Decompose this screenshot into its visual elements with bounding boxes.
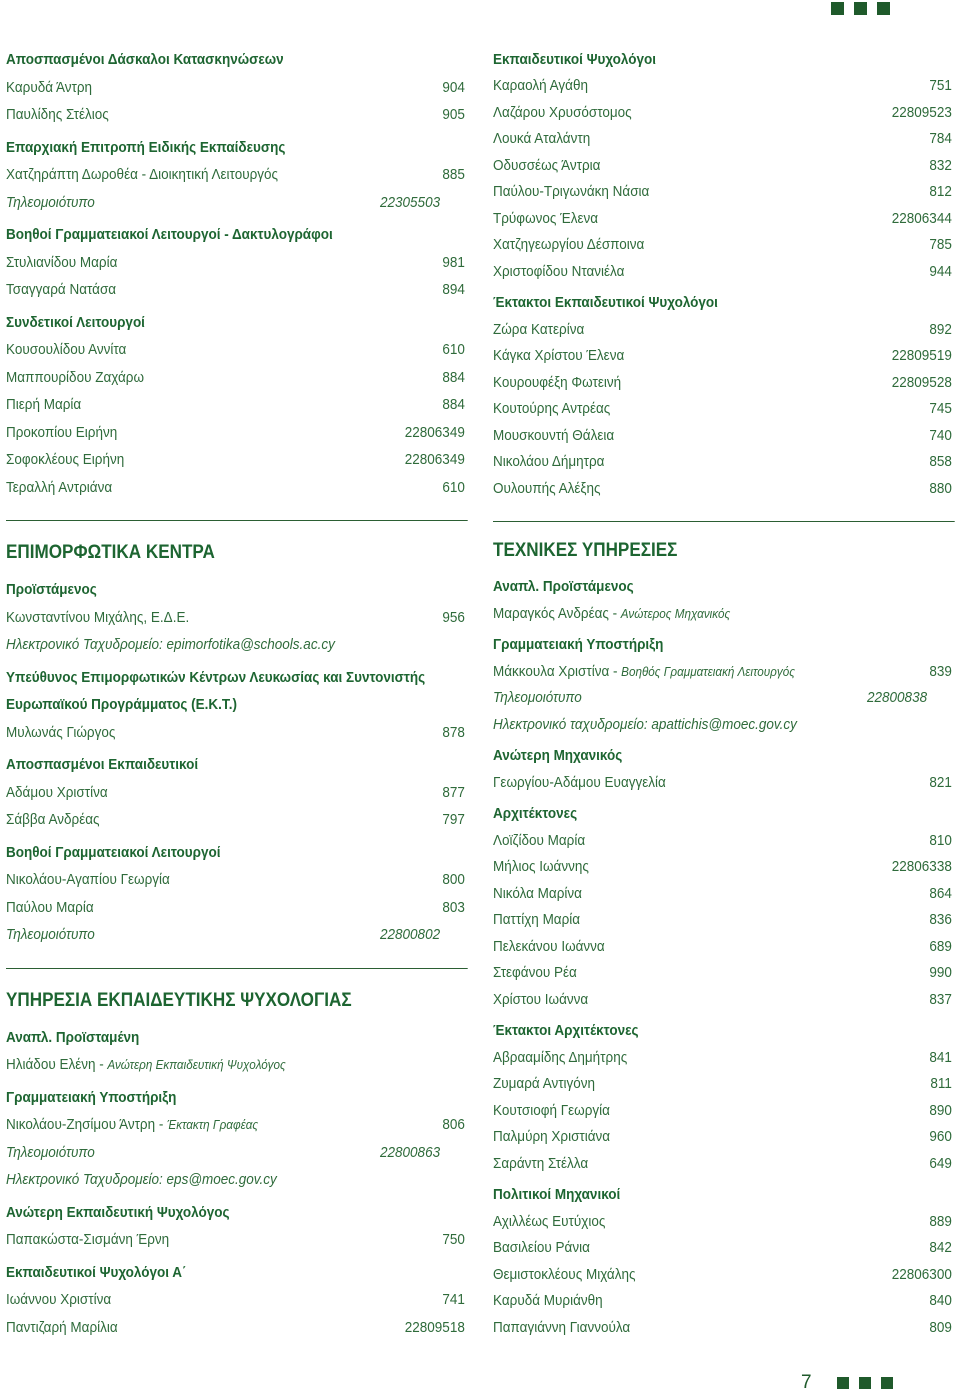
entry-name-group xyxy=(493,396,610,423)
directory-entry xyxy=(6,161,468,189)
group-heading: Προϊστάμενος xyxy=(6,581,97,599)
staff-name: Νικολάου-Ζησίμου Άντρη - xyxy=(6,1116,164,1134)
entry-name-group xyxy=(6,1051,286,1079)
entry-name-group xyxy=(6,74,92,102)
section-divider xyxy=(6,520,468,521)
entry-name-group xyxy=(6,161,278,189)
staff-name: Παττίχη Μαρία xyxy=(493,911,581,929)
directory-entry xyxy=(493,828,955,855)
staff-name: Τσαγγαρά Νατάσα xyxy=(6,281,117,299)
entry-name-group xyxy=(6,276,116,304)
phone-number: 22806338 xyxy=(891,858,952,876)
phone-number: 832 xyxy=(929,156,952,174)
staff-name: Μάκκουλα Χριστίνα - xyxy=(493,662,618,680)
entry-name-group xyxy=(493,960,577,987)
entry-name-group xyxy=(493,476,600,503)
directory-entry xyxy=(6,866,468,894)
staff-name: Στεφάνου Ρέα xyxy=(493,964,577,982)
entry-name-group xyxy=(493,1045,627,1072)
entry-name-group xyxy=(493,423,614,450)
directory-entry xyxy=(493,179,955,206)
phone-number: 990 xyxy=(929,964,952,982)
staff-name: Πιερή Μαρία xyxy=(6,396,82,414)
entry-name-group xyxy=(493,232,644,259)
directory-entry xyxy=(6,719,468,747)
decor-square xyxy=(877,2,890,15)
entry-name-group xyxy=(493,259,624,286)
entry-name-group xyxy=(493,1151,588,1178)
email-line: Ηλεκτρονικό Ταχυδρομείο: epimorfotika@schools.ac.cy xyxy=(6,636,335,654)
staff-name: Χατζηγεωργίου Δέσποινα xyxy=(493,236,645,254)
directory-entry xyxy=(6,1051,468,1079)
entry-name-group xyxy=(493,206,598,233)
phone-number: 22806344 xyxy=(891,209,952,227)
staff-name: Καρυδά Μυριάνθη xyxy=(493,1292,603,1310)
directory-entry xyxy=(493,370,955,397)
directory-entry xyxy=(493,987,955,1014)
phone-number: 740 xyxy=(929,426,952,444)
staff-name: Λοϊζίδου Μαρία xyxy=(493,831,586,849)
fax-label: Τηλεομοιότυπο xyxy=(6,193,95,211)
directory-entry xyxy=(493,396,955,423)
phone-number: 889 xyxy=(929,1212,952,1230)
staff-name: Χατζηράπτη Δωροθέα - Διοικητική Λειτουργός xyxy=(6,166,279,184)
directory-entry xyxy=(493,126,955,153)
entry-name-group xyxy=(493,100,632,127)
phone-number: 905 xyxy=(442,106,465,124)
phone-number: 840 xyxy=(929,1292,952,1310)
staff-name: Ηλιάδου Ελένη - xyxy=(6,1056,104,1074)
staff-name: Οδυσσέως Άντρια xyxy=(493,156,601,174)
directory-entry xyxy=(6,364,468,392)
directory-entry xyxy=(493,770,955,797)
entry-name-group xyxy=(493,1315,630,1342)
entry-name-group xyxy=(493,770,666,797)
fax-number: 22800863 xyxy=(380,1143,441,1161)
phone-number: 803 xyxy=(442,898,465,916)
entry-name-group xyxy=(493,987,588,1014)
decor-square xyxy=(854,2,867,15)
phone-number: 797 xyxy=(442,811,465,829)
staff-name: Ζώρα Κατερίνα xyxy=(493,320,585,338)
directory-entry xyxy=(493,1045,955,1072)
staff-name: Προκοπίου Ειρήνη xyxy=(6,423,118,441)
phone-number: 22809518 xyxy=(404,1318,465,1336)
phone-number: 751 xyxy=(929,77,952,95)
staff-name: Παπαγιάννη Γιαννούλα xyxy=(493,1318,631,1336)
phone-number: 689 xyxy=(929,937,952,955)
staff-name: Παύλου-Τριγωνάκη Νάσια xyxy=(493,183,650,201)
staff-name: Χριστοφίδου Ντανιέλα xyxy=(493,262,625,280)
group-heading: Αποσπασμένοι Δάσκαλοι Κατασκηνώσεων xyxy=(6,51,284,69)
staff-name: Αχιλλέως Ευτύχιος xyxy=(493,1212,606,1230)
entry-name-group xyxy=(493,343,624,370)
entry-name-group xyxy=(6,604,189,632)
phone-number: 880 xyxy=(929,479,952,497)
phone-number: 812 xyxy=(929,183,952,201)
phone-number: 785 xyxy=(929,236,952,254)
directory-entry xyxy=(493,601,955,628)
phone-number: 885 xyxy=(442,166,465,184)
directory-entry xyxy=(6,249,468,277)
entry-name-group xyxy=(6,806,100,834)
directory-entry xyxy=(6,276,468,304)
staff-name: Νικολάου Δήμητρα xyxy=(493,453,605,471)
staff-name: Καραολή Αγάθη xyxy=(493,77,588,95)
directory-entry xyxy=(493,343,955,370)
group-heading: Συνδετικοί Λειτουργοί xyxy=(6,313,145,331)
staff-name: Αβρααμίδης Δημήτρης xyxy=(493,1048,628,1066)
staff-name: Ουλουπής Αλέξης xyxy=(493,479,601,497)
entry-name-group xyxy=(6,249,117,277)
email-line: Ηλεκτρονικό ταχυδρομείο: apattichis@moec.gov.cy xyxy=(493,715,797,733)
staff-name: Λουκά Αταλάντη xyxy=(493,130,591,148)
group-heading: Επαρχιακή Επιτροπή Ειδικής Εκπαίδευσης xyxy=(6,138,286,156)
fax-label: Τηλεομοιότυπο xyxy=(6,926,95,944)
phone-number: 22809523 xyxy=(891,103,952,121)
group-heading-continued: Ευρωπαϊκού Προγράμματος (Ε.Κ.Τ.) xyxy=(6,696,237,714)
group-heading: Αποσπασμένοι Εκπαιδευτικοί xyxy=(6,756,199,774)
phone-number: 750 xyxy=(442,1231,465,1249)
staff-name: Πελεκάνου Ιωάννα xyxy=(493,937,605,955)
staff-name: Παπακώστα-Σισμάνη Έρνη xyxy=(6,1231,170,1249)
decor-square xyxy=(837,1377,849,1389)
group-heading: Ανώτερη Εκπαιδευτική Ψυχολόγος xyxy=(6,1203,230,1221)
directory-entry xyxy=(493,1098,955,1125)
directory-entry xyxy=(493,232,955,259)
directory-entry xyxy=(493,449,955,476)
entry-name-group xyxy=(493,1071,595,1098)
group-heading: Έκτακτοι Εκπαιδευτικοί Ψυχολόγοι xyxy=(493,294,718,312)
phone-number: 944 xyxy=(929,262,952,280)
decor-square xyxy=(881,1377,893,1389)
directory-entry xyxy=(6,391,468,419)
entry-name-group xyxy=(493,601,730,628)
staff-name: Καρυδά Άντρη xyxy=(6,78,93,96)
directory-entry xyxy=(493,153,955,180)
group-heading: Εκπαιδευτικοί Ψυχολόγοι Α΄ xyxy=(6,1263,187,1281)
staff-name: Στυλιανίδου Μαρία xyxy=(6,253,118,271)
directory-entry xyxy=(493,1071,955,1098)
entry-name-group xyxy=(493,934,605,961)
fax-line xyxy=(6,1139,468,1167)
phone-number: 810 xyxy=(929,831,952,849)
staff-name: Μουσκουντή Θάλεια xyxy=(493,426,615,444)
entry-name-group xyxy=(493,881,582,908)
phone-number: 741 xyxy=(442,1291,465,1309)
staff-name: Σοφοκλέους Ειρήνη xyxy=(6,451,125,469)
left-column xyxy=(6,46,468,1341)
directory-entry xyxy=(6,1314,468,1342)
staff-name: Κουτσιοφή Γεωργία xyxy=(493,1101,610,1119)
section-heading: ΥΠΗΡΕΣΙΑ ΕΚΠΑΙΔΕΥΤΙΚΗΣ ΨΥΧΟΛΟΓΙΑΣ xyxy=(6,989,352,1011)
entry-name-group xyxy=(493,1124,610,1151)
phone-number: 878 xyxy=(442,723,465,741)
entry-name-group xyxy=(493,153,600,180)
entry-name-group xyxy=(493,317,584,344)
directory-entry xyxy=(6,74,468,102)
directory-entry xyxy=(6,446,468,474)
directory-entry xyxy=(6,1111,468,1139)
phone-number: 821 xyxy=(929,773,952,791)
directory-entry xyxy=(6,101,468,129)
directory-entry xyxy=(493,960,955,987)
decor-square xyxy=(831,2,844,15)
directory-entry xyxy=(493,1151,955,1178)
phone-number: 800 xyxy=(442,871,465,889)
entry-name-group xyxy=(6,336,126,364)
group-heading: Βοηθοί Γραμματειακοί Λειτουργοί xyxy=(6,843,221,861)
directory-entry xyxy=(6,1226,468,1254)
fax-label: Τηλεομοιότυπο xyxy=(6,1143,95,1161)
directory-entry xyxy=(493,1235,955,1262)
entry-name-group xyxy=(6,1286,111,1314)
phone-number: 864 xyxy=(929,884,952,902)
entry-name-group xyxy=(6,1226,169,1254)
directory-entry xyxy=(493,317,955,344)
entry-name-group xyxy=(493,73,588,100)
staff-name: Μαραγκός Ανδρέας - xyxy=(493,604,618,622)
directory-entry xyxy=(6,336,468,364)
entry-name-group xyxy=(493,1262,635,1289)
entry-name-group xyxy=(493,854,589,881)
directory-entry xyxy=(493,206,955,233)
staff-name: Κωνσταντίνου Μιχάλης, Ε.Δ.Ε. xyxy=(6,608,190,626)
phone-number: 22809528 xyxy=(891,373,952,391)
staff-name: Μήλιος Ιωάννης xyxy=(493,858,589,876)
entry-name-group xyxy=(493,1288,603,1315)
phone-number: 836 xyxy=(929,911,952,929)
entry-name-group xyxy=(493,1098,610,1125)
directory-entry xyxy=(493,934,955,961)
phone-number: 610 xyxy=(442,478,465,496)
page-number: 7 xyxy=(801,1372,812,1393)
fax-number: 22800802 xyxy=(380,926,441,944)
staff-role: Έκτακτη Γραφέας xyxy=(166,1117,259,1133)
staff-name: Κουτούρης Αντρέας xyxy=(493,400,611,418)
directory-entry xyxy=(493,1209,955,1236)
staff-role: Βοηθός Γραμματειακή Λειτουργός xyxy=(621,663,795,679)
entry-name-group xyxy=(6,364,144,392)
staff-name: Νικόλα Μαρίνα xyxy=(493,884,582,902)
directory-entry xyxy=(6,806,468,834)
staff-name: Παυλίδης Στέλιος xyxy=(6,106,109,124)
directory-entry xyxy=(493,1124,955,1151)
phone-number: 960 xyxy=(929,1128,952,1146)
entry-name-group xyxy=(493,1235,590,1262)
phone-number: 904 xyxy=(442,78,465,96)
fax-line xyxy=(6,189,468,217)
entry-name-group xyxy=(493,907,580,934)
directory-entry xyxy=(493,1288,955,1315)
fax-line xyxy=(493,685,955,712)
entry-name-group xyxy=(6,1314,118,1342)
group-heading: Βοηθοί Γραμματειακοί Λειτουργοί - Δακτυλογράφοι xyxy=(6,226,333,244)
staff-name: Παύλου Μαρία xyxy=(6,898,94,916)
staff-name: Θεμιστοκλέους Μιχάλης xyxy=(493,1265,636,1283)
fax-number: 22800838 xyxy=(867,689,928,707)
group-heading: Έκτακτοι Αρχιτέκτονες xyxy=(493,1022,639,1040)
group-heading: Ανώτερη Μηχανικός xyxy=(493,747,623,765)
directory-entry xyxy=(6,779,468,807)
directory-entry xyxy=(493,73,955,100)
phone-number: 649 xyxy=(929,1154,952,1172)
directory-entry xyxy=(493,423,955,450)
entry-name-group xyxy=(6,894,94,922)
fax-number: 22305503 xyxy=(380,193,441,211)
phone-number: 884 xyxy=(442,396,465,414)
section-divider xyxy=(493,521,955,522)
staff-name: Παντιζαρή Μαρίλια xyxy=(6,1318,118,1336)
entry-name-group xyxy=(493,659,795,686)
staff-role: Ανώτερη Εκπαιδευτική Ψυχολόγος xyxy=(107,1057,286,1073)
phone-number: 892 xyxy=(929,320,952,338)
directory-entry xyxy=(493,476,955,503)
staff-name: Βασιλείου Ράνια xyxy=(493,1239,590,1257)
staff-name: Λαζάρου Χρυσόστομος xyxy=(493,103,632,121)
section-heading: ΕΠΙΜΟΡΦΩΤΙΚΑ ΚΕΝΤΡΑ xyxy=(6,542,215,564)
decor-square xyxy=(859,1377,871,1389)
directory-entry xyxy=(493,259,955,286)
entry-name-group xyxy=(493,828,585,855)
entry-name-group xyxy=(6,391,81,419)
phone-number: 22806349 xyxy=(404,451,465,469)
directory-entry xyxy=(493,854,955,881)
directory-entry xyxy=(493,1262,955,1289)
entry-name-group xyxy=(6,101,109,129)
group-heading: Υπεύθυνος Επιμορφωτικών Κέντρων Λευκωσίας και Συντονιστής xyxy=(6,668,426,686)
directory-entry xyxy=(493,100,955,127)
staff-name: Τρύφωνος Έλενα xyxy=(493,209,599,227)
group-heading: Αναπλ. Προϊστάμενος xyxy=(493,578,634,596)
phone-number: 842 xyxy=(929,1239,952,1257)
phone-number: 784 xyxy=(929,130,952,148)
phone-number: 806 xyxy=(442,1116,465,1134)
staff-name: Μαππουρίδου Ζαχάρω xyxy=(6,368,145,386)
entry-name-group xyxy=(493,126,590,153)
staff-name: Γεωργίου-Αδάμου Ευαγγελία xyxy=(493,773,666,791)
directory-entry xyxy=(493,907,955,934)
right-column xyxy=(493,47,955,1342)
directory-entry xyxy=(493,659,955,686)
staff-name: Σάββα Ανδρέας xyxy=(6,811,100,829)
directory-entry xyxy=(6,419,468,447)
directory-entry xyxy=(6,604,468,632)
fax-line xyxy=(6,921,468,949)
fax-label: Τηλεομοιότυπο xyxy=(493,689,582,707)
phone-number: 890 xyxy=(929,1101,952,1119)
staff-name: Κάγκα Χρίστου Έλενα xyxy=(493,347,625,365)
group-heading: Γραμματειακή Υποστήριξη xyxy=(6,1088,177,1106)
directory-entry xyxy=(493,1315,955,1342)
phone-number: 22806300 xyxy=(891,1265,952,1283)
phone-number: 877 xyxy=(442,783,465,801)
staff-name: Τεραλλή Αντριάνα xyxy=(6,478,113,496)
entry-name-group xyxy=(6,446,124,474)
phone-number: 610 xyxy=(442,341,465,359)
phone-number: 837 xyxy=(929,990,952,1008)
staff-name: Κουσουλίδου Αννίτα xyxy=(6,341,127,359)
entry-name-group xyxy=(6,719,115,747)
entry-name-group xyxy=(493,449,604,476)
section-divider xyxy=(6,968,468,969)
directory-entry xyxy=(6,894,468,922)
phone-number: 22806349 xyxy=(404,423,465,441)
email-line: Ηλεκτρονικό Ταχυδρομείο: eps@moec.gov.cy xyxy=(6,1171,277,1189)
phone-number: 811 xyxy=(930,1075,952,1093)
staff-name: Παλμύρη Χριστιάνα xyxy=(493,1128,611,1146)
section-heading: ΤΕΧΝΙΚΕΣ ΥΠΗΡΕΣΙΕΣ xyxy=(493,540,678,562)
group-heading: Εκπαιδευτικοί Ψυχολόγοι xyxy=(493,50,657,68)
directory-entry xyxy=(6,1286,468,1314)
staff-name: Αδάμου Χριστίνα xyxy=(6,783,108,801)
phone-number: 745 xyxy=(929,400,952,418)
entry-name-group xyxy=(493,1209,605,1236)
directory-entry xyxy=(493,881,955,908)
staff-name: Ζυμαρά Αντιγόνη xyxy=(493,1075,596,1093)
phone-number: 809 xyxy=(929,1318,952,1336)
entry-name-group xyxy=(6,1111,258,1139)
staff-name: Νικολάου-Αγαπίου Γεωργία xyxy=(6,871,170,889)
directory-entry xyxy=(6,474,468,502)
group-heading: Πολιτικοί Μηχανικοί xyxy=(493,1186,621,1204)
phone-number: 841 xyxy=(929,1048,952,1066)
phone-number: 884 xyxy=(442,368,465,386)
phone-number: 858 xyxy=(929,453,952,471)
staff-name: Μυλωνάς Γιώργος xyxy=(6,723,116,741)
entry-name-group xyxy=(6,866,170,894)
entry-name-group xyxy=(493,179,649,206)
staff-name: Σαράντη Στέλλα xyxy=(493,1154,589,1172)
group-heading: Γραμματειακή Υποστήριξη xyxy=(493,636,664,654)
group-heading: Αναπλ. Προϊσταμένη xyxy=(6,1028,140,1046)
phone-number: 894 xyxy=(442,281,465,299)
phone-number: 981 xyxy=(442,253,465,271)
phone-number: 839 xyxy=(929,662,952,680)
staff-name: Κουρουφέξη Φωτεινή xyxy=(493,373,622,391)
staff-name: Ιωάννου Χριστίνα xyxy=(6,1291,112,1309)
staff-role: Ανώτερος Μηχανικός xyxy=(620,605,731,621)
phone-number: 22809519 xyxy=(891,347,952,365)
entry-name-group xyxy=(6,779,108,807)
entry-name-group xyxy=(6,419,117,447)
phone-number: 956 xyxy=(442,608,465,626)
group-heading: Αρχιτέκτονες xyxy=(493,805,578,823)
staff-name: Χρίστου Ιωάννα xyxy=(493,990,589,1008)
entry-name-group xyxy=(493,370,621,397)
entry-name-group xyxy=(6,474,112,502)
